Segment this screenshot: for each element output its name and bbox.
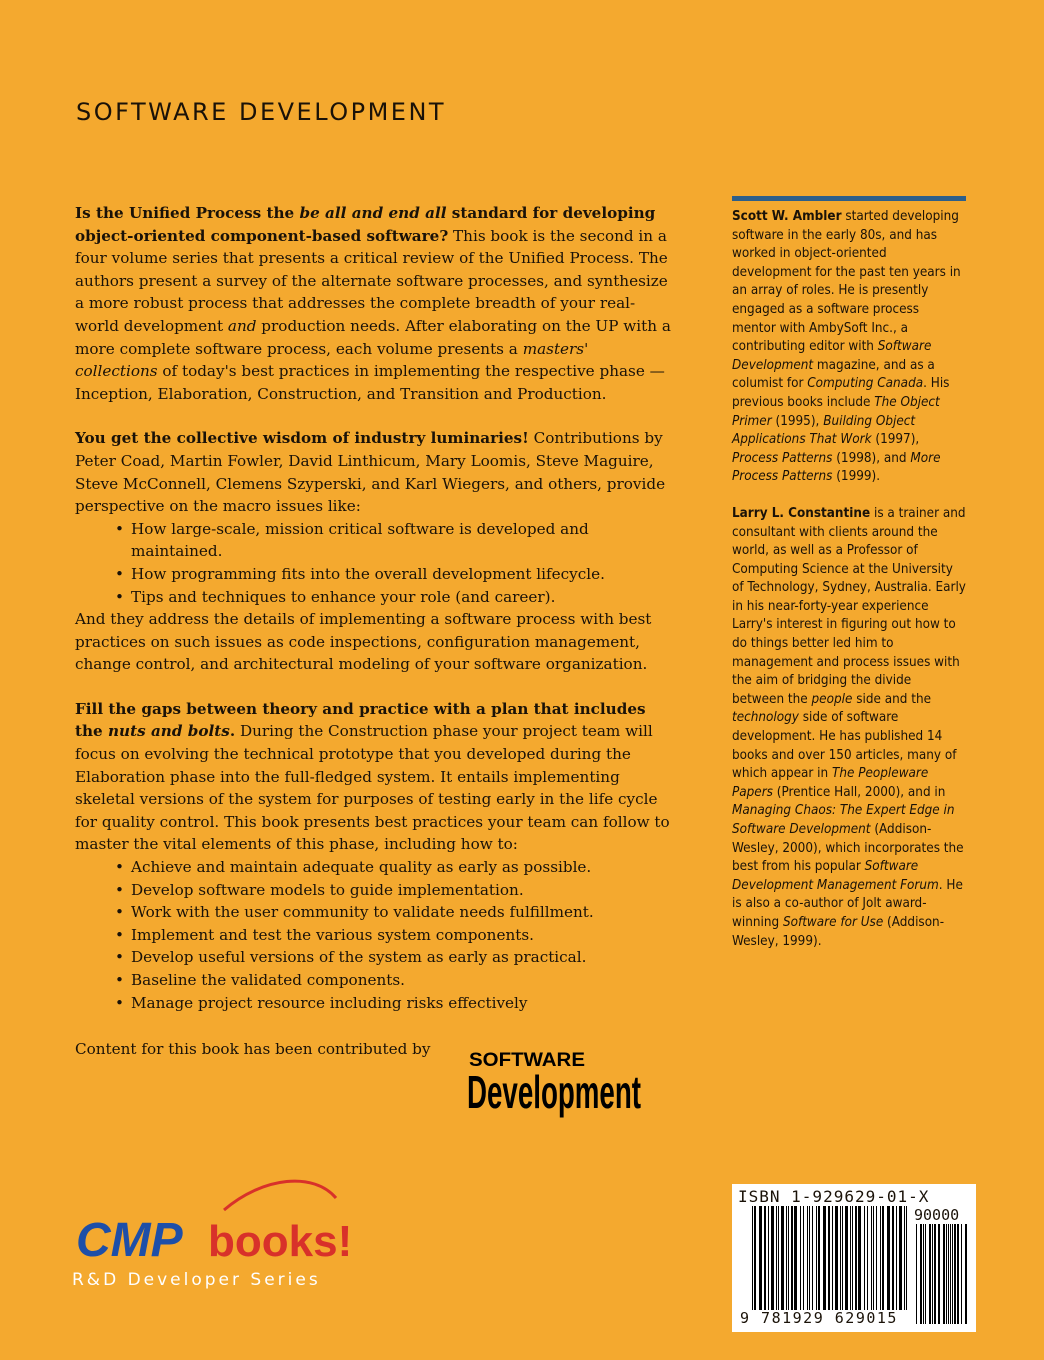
barcode-bar	[852, 1206, 853, 1310]
barcode-bar	[828, 1206, 830, 1310]
barcode-bar	[752, 1206, 753, 1310]
barcode-bar	[950, 1224, 951, 1324]
barcode-bar	[925, 1224, 926, 1324]
barcode-bar	[791, 1206, 793, 1310]
barcode-bar	[934, 1224, 936, 1324]
barcode-bar	[858, 1206, 861, 1310]
sidebar-rule	[732, 196, 966, 201]
construction-practices-list	[75, 856, 675, 1014]
intro-paragraph: Is the Unified Process the be all and end all standard for developing object-oriented component-based software? This book is the second in a four volume series that presents a critical review of the Unified Process. The authors present a survey of the alternate software processes, and synthesize a more robust process that addresses the complete breadth of your real-world development and production needs. After elaborating on the UP with a more complete software process, each volume presents a masters' collections of today's best practices in implementing the respective phase — Inception, Elaboration, Construction, and Transition and Production.	[75, 204, 671, 403]
barcode-bar	[899, 1206, 902, 1310]
barcode-bar	[932, 1224, 933, 1324]
barcode-bar	[778, 1206, 779, 1310]
details-paragraph: And they address the details of implementing a software process with best practices on such issues as code inspections, configuration management, change control, and architectural modeling of your software organization.	[75, 610, 652, 674]
barcode-bar	[840, 1206, 841, 1310]
barcode-bar	[855, 1206, 857, 1310]
barcode-bar	[906, 1206, 907, 1310]
barcode-bar	[786, 1206, 787, 1310]
barcode-bar	[771, 1206, 774, 1310]
list-item: • Tips and techniques to enhance your role (and career).	[131, 586, 675, 609]
barcode-bar	[920, 1224, 922, 1324]
list-item: • Manage project resource including risks effectively	[131, 992, 675, 1015]
category-heading: SOFTWARE DEVELOPMENT	[76, 98, 447, 126]
list-item: • Achieve and maintain adequate quality as early as possible.	[131, 856, 675, 879]
barcode-bar	[923, 1224, 924, 1324]
barcode-bar	[873, 1206, 874, 1310]
series-name: R&D Developer Series	[72, 1270, 321, 1290]
list-item: • How large-scale, mission critical software is developed and maintained.	[131, 518, 675, 563]
logo-swoosh	[224, 1181, 336, 1210]
barcode-bar	[764, 1206, 766, 1310]
barcode-bar	[948, 1224, 949, 1324]
barcode-bar	[759, 1206, 762, 1310]
macro-issues-list	[75, 518, 675, 608]
list-item: • Work with the user community to validate needs fulfillment.	[131, 901, 675, 924]
list-item: • Develop software models to guide implementation.	[131, 879, 675, 902]
barcode-bar	[954, 1224, 956, 1324]
barcode-bar	[794, 1206, 797, 1310]
ean-number: 9 781929 629015	[740, 1309, 898, 1327]
sd-logo-bottom: Development	[467, 1066, 641, 1118]
price-code: 90000	[914, 1206, 960, 1224]
barcode-bar	[882, 1206, 884, 1310]
barcode-bar	[781, 1206, 784, 1310]
barcode-bar	[807, 1206, 808, 1310]
barcode-bar	[892, 1206, 894, 1310]
contributor-credit: Content for this book has been contributed by	[75, 1040, 431, 1058]
barcode-bar	[961, 1224, 962, 1324]
barcode-bar	[946, 1224, 947, 1324]
barcode-bar	[835, 1206, 838, 1310]
constantine-bio: Larry L. Constantine is a trainer and consultant with clients around the world, as well as a Professor of Computing Science at the University of Technology, Sydney, Australia. Early in his near-forty-year experience Larry's interest in figuring out how to do things better led him to management and process issues with the aim of bridging the divide between the people side and the technology side of software development. He has published 14 books and over 150 articles, many of which appear in The Peopleware Papers (Prentice Hall, 2000), and in Managing Chaos: The Expert Edge in Software Development (Addison-Wesley, 2000), which incorporates the best from his popular Software Development Management Forum. He is also a co-author of Jolt award-winning Software for Use (Addison-Wesley, 1999).	[732, 505, 966, 949]
barcode-bar	[864, 1206, 865, 1310]
books-logo-text: books!	[208, 1217, 353, 1266]
barcode-bar	[896, 1206, 897, 1310]
list-item: • Develop useful versions of the system as early as practical.	[131, 946, 675, 969]
construction-paragraph: Fill the gaps between theory and practice with a plan that includes the nuts and bolts. During the Construction phase your project team will focus on evolving the technical prototype that you developed during the Elaboration phase into the full-fledged system. It entails implementing skeletal versions of the system for purposes of testing early in the life cycle for quality control. This book presents best practices your team can follow to master the vital elements of this phase, including how to:	[75, 699, 670, 854]
barcode-bar	[887, 1206, 890, 1310]
barcode-bar	[965, 1224, 967, 1324]
list-item: • How programming fits into the overall development lifecycle.	[131, 563, 675, 586]
barcode-bar	[788, 1206, 789, 1310]
barcode-bar	[754, 1206, 756, 1310]
barcode-bar	[832, 1206, 833, 1310]
list-item: • Implement and test the various system components.	[131, 924, 675, 947]
barcode-bar	[809, 1206, 810, 1310]
barcode-bar	[880, 1206, 881, 1310]
barcode-bar	[823, 1206, 826, 1310]
barcode-bar	[938, 1224, 940, 1324]
barcode-bar	[850, 1206, 851, 1310]
barcode-bar	[842, 1206, 843, 1310]
construction-section	[75, 698, 675, 1014]
barcode-bar	[929, 1224, 931, 1324]
barcode-bar	[800, 1206, 801, 1310]
barcode-bar	[768, 1206, 769, 1310]
barcode-bar	[916, 1224, 917, 1324]
barcode-bar	[812, 1206, 813, 1310]
barcode-bar	[952, 1224, 953, 1324]
author-bios	[732, 196, 966, 969]
ambler-bio: Scott W. Ambler started developing software in the early 80s, and has worked in object-oriented development for the past ten years in an array of roles. He is presently engaged as a software process mentor with AmbySoft Inc., a contributing editor with Software Development magazine, and as a columist for Computing Canada. His previous books include The Object Primer (1995), Building Object Applications That Work (1997), Process Patterns (1998), and More Process Patterns (1999).	[732, 209, 961, 485]
barcode-bar	[867, 1206, 868, 1310]
sd-logo-top: SOFTWARE	[469, 1050, 585, 1071]
barcode-bar	[957, 1224, 959, 1324]
luminaries-section	[75, 427, 675, 676]
barcode-bar	[845, 1206, 848, 1310]
barcode-bar	[816, 1206, 817, 1310]
main-description	[75, 202, 675, 1014]
luminaries-paragraph: You get the collective wisdom of industry luminaries! Contributions by Peter Coad, Martin Fowler, David Linthicum, Mary Loomis, Steve Maguire, Steve McConnell, Clemens Szyperski, and Karl Wiegers, and others, provide perspective on the macro issues like:	[75, 429, 666, 516]
barcode-bar	[776, 1206, 777, 1310]
cmp-logo-text: CMP	[76, 1214, 183, 1267]
barcode-bar	[818, 1206, 820, 1310]
intro-lead: Is the Unified Process the be all and end all standard for developing object-oriented component-based software?	[75, 204, 656, 245]
list-item: • Baseline the validated components.	[131, 969, 675, 992]
barcode-bar	[943, 1224, 945, 1324]
barcode-bar	[876, 1206, 877, 1310]
software-development-logo	[467, 1046, 647, 1122]
barcode-bar	[904, 1206, 905, 1310]
barcode-bar	[803, 1206, 804, 1310]
barcode-bar	[871, 1206, 872, 1310]
isbn-number: ISBN 1-929629-01-X	[738, 1187, 930, 1206]
